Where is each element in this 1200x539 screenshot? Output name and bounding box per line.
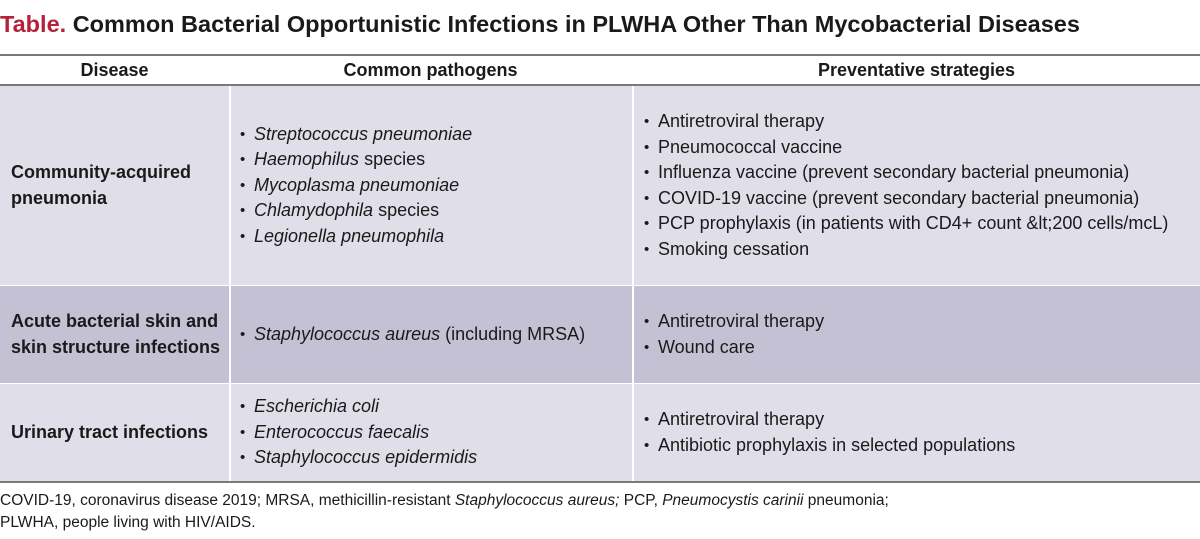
pathogen-list: [240, 122, 472, 250]
disease-cell: [11, 384, 223, 481]
table-row: [0, 384, 1200, 481]
strategies-cell: [644, 286, 1197, 383]
pathogen-item: • Staphylococcus aureus (including MRSA): [240, 322, 585, 348]
strategy-item: • Antiretroviral therapy: [644, 407, 1015, 433]
bottom-rule: [0, 481, 1200, 483]
table-title-text: Common Bacterial Opportunistic Infections in PLWHA Other Than Mycobacterial Diseases: [72, 11, 1080, 37]
strategy-item: • Pneumococcal vaccine: [644, 135, 1168, 161]
pathogens-cell: [240, 384, 628, 481]
column-divider: [229, 86, 231, 481]
strategies-cell: [644, 86, 1197, 285]
disease-cell: [11, 86, 223, 285]
strategy-item: • PCP prophylaxis (in patients with CD4+ count &lt;200 cells/mcL): [644, 211, 1168, 237]
pathogen-item: • Escherichia coli: [240, 394, 477, 420]
pathogen-item: • Staphylococcus epidermidis: [240, 445, 477, 471]
column-header-disease: Disease: [80, 60, 149, 80]
strategy-item: • Influenza vaccine (prevent secondary bacterial pneumonia): [644, 160, 1168, 186]
strategy-list: [644, 109, 1168, 262]
row-divider: [0, 383, 1200, 384]
strategy-item: • Antiretroviral therapy: [644, 309, 824, 335]
strategy-item: • Antibiotic prophylaxis in selected populations: [644, 433, 1015, 459]
disease-name: Urinary tract infections: [11, 421, 209, 442]
table-row: [0, 286, 1200, 383]
strategies-cell: [644, 384, 1197, 481]
strategy-item: • COVID-19 vaccine (prevent secondary bacterial pneumonia): [644, 186, 1168, 212]
row-divider: [0, 285, 1200, 286]
disease-cell: [11, 286, 223, 383]
pathogen-item: • Streptococcus pneumoniae: [240, 122, 472, 148]
pathogens-cell: [240, 86, 628, 285]
strategy-item: • Smoking cessation: [644, 237, 1168, 263]
pathogen-item: • Chlamydophila species: [240, 198, 472, 224]
column-divider: [632, 86, 634, 481]
table-footnote: COVID-19, coronavirus disease 2019; MRSA, methicillin-resistant Staphylococcus aureus; PCP, Pneumocystis carinii pneumonia; PLWHA, people living with HIV/AIDS.: [0, 492, 889, 531]
strategy-item: • Antiretroviral therapy: [644, 109, 1168, 135]
column-header-strategies: Preventative strategies: [817, 60, 1016, 80]
pathogens-cell: [240, 286, 628, 383]
disease-name: Community-acquired pneumonia: [11, 162, 192, 208]
pathogen-item: • Mycoplasma pneumoniae: [240, 173, 472, 199]
pathogen-list: [240, 322, 585, 348]
pathogen-item: • Enterococcus faecalis: [240, 420, 477, 446]
pathogen-list: [240, 394, 477, 471]
pathogen-item: • Haemophilus species: [240, 147, 472, 173]
table-title: [0, 4, 1080, 44]
table-label: Table.: [0, 11, 67, 37]
pathogen-item: • Legionella pneumophila: [240, 224, 472, 250]
strategy-list: [644, 407, 1015, 458]
column-header-pathogens: Common pathogens: [343, 60, 518, 80]
table-row: [0, 86, 1200, 285]
strategy-list: [644, 309, 824, 360]
strategy-item: • Wound care: [644, 335, 824, 361]
disease-name: Acute bacterial skin and skin structure infections: [11, 311, 221, 357]
